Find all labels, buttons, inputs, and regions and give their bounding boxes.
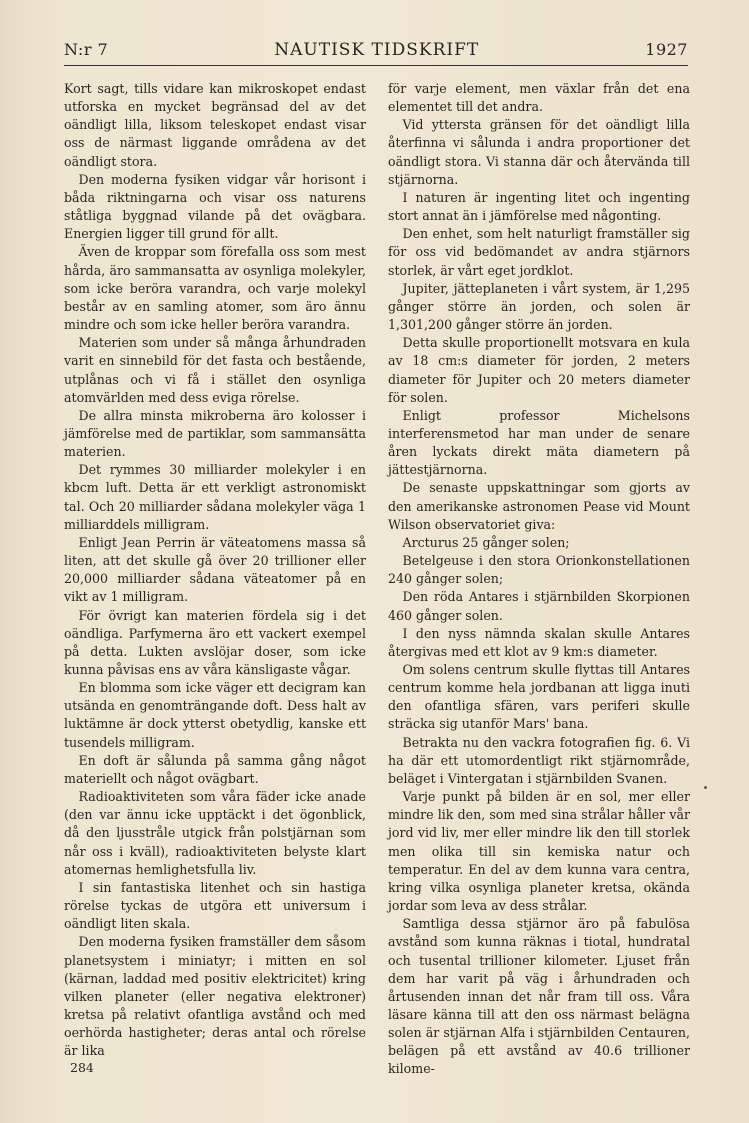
left-paragraph: Enligt Jean Perrin är väteatomens massa så liten, att det skulle gå över 20 trillioner eller 20,000 milliarder sådana väteatomer på en vikt av 1 milligram. [64,534,366,605]
right-paragraph: Om solens centrum skulle flyttas till Antares centrum komme hela jordbanan att ligga inuti den ofantliga sfären, vars periferi skulle sträcka sig utanför Mars' bana. [388,662,690,732]
right-paragraph: Arcturus 25 gånger solen; [402,534,570,550]
issue-number: N:r 7 [64,40,109,59]
right-paragraph: Varje punkt på bilden är en sol, mer eller mindre lik den, som med sina strålar håller vår jord vid liv, mer eller mindre lik den till storlek men olika till sin kemiska natur och temperatur. En del av dem kunna vara centra, kring vilka osynliga planeter kretsa, okända jordar som leva av dess strålar. [388,789,690,914]
left-column [64,80,366,1060]
right-paragraph: Betelgeuse i den stora Orionkonstellationen 240 gånger solen; [388,553,690,587]
right-paragraph: I den nyss nämnda skalan skulle Antares återgivas med ett klot av 9 km:s diameter. [388,625,690,659]
left-paragraph: En blomma som icke väger ett decigram kan utsända en genomträngande doft. Dess halt av luktämne är dock ytterst obetydlig, kanske ett tusendels milligram. [64,680,366,750]
page-number: 284 [70,1060,94,1075]
left-paragraph: En doft är sålunda på samma gång något materiellt och något ovägbart. [64,752,366,786]
right-paragraph: Den röda Antares i stjärnbilden Skorpionen 460 gånger solen. [388,589,690,623]
right-paragraph: Jupiter, jätteplaneten i vårt system, är 1,295 gånger större än jorden, och solen är 1,301,200 gånger större än jorden. [388,280,690,333]
left-paragraph: Den moderna fysiken vidgar vår horisont i båda riktningarna och visar oss naturens ståtliga byggnad vilande på det ovägbara. Energien ligger till grund för allt. [64,171,366,242]
right-paragraph: I naturen är ingenting litet och ingenting stort annat än i jämförelse med någonting. [388,189,690,224]
left-paragraph: Även de kroppar som förefalla oss som mest hårda, äro sammansatta av osynliga molekyler, som icke beröra varandra, och varje molekyl består av en samling atomer, som äro ännu mindre och som icke heller beröra varandra. [64,244,366,333]
header-rule [64,65,688,66]
right-paragraph: Enligt professor Michelsons interferensmetod har man under de senare åren lyckats direkt mäta diametern på jättestjärnorna. [388,407,690,478]
journal-title: NAUTISK TIDSKRIFT [274,40,480,60]
right-paragraph: Den enhet, som helt naturligt framställer sig för oss vid bedömandet av andra stjärnors storlek, är vårt eget jordklot. [388,226,690,278]
left-paragraph: Det rymmes 30 milliarder molekyler i en kbcm luft. Detta är ett verkligt astronomiskt tal. Och 20 milliarder sådana molekyler väga 1 milliarddels milligram. [64,462,366,532]
right-paragraph: för varje element, men växlar från det ena elementet till det andra. [388,81,690,115]
right-paragraph: De senaste uppskattningar som gjorts av den amerikanske astronomen Pease vid Mount Wilson observatoriet giva: [388,480,690,532]
left-paragraph: Materien som under så många århundraden varit en sinnebild för det fasta och bestående, utplånas och vi få i stället den osynliga atomvärlden med dess eviga rörelse. [64,335,366,405]
year: 1927 [645,40,688,59]
right-paragraph: Samtliga dessa stjärnor äro på fabulösa avstånd som kunna räknas i tiotal, hundratal och tusental trillioner kilometer. Ljuset från dem har varit på väg i århundraden och årtusenden innan det når fram till oss. Våra läsare känna till att den oss närmast belägna solen är stjärnan Alfa i stjärnbilden Centauren, belägen på ett avstånd av 40.6 trillioner kilome- [388,916,690,1077]
right-paragraph: Vid yttersta gränsen för det oändligt lilla återfinna vi sålunda i andra proportioner det oändligt stora. Vi stanna där och återvända till stjärnorna. [388,117,690,187]
left-paragraph: Kort sagt, tills vidare kan mikroskopet endast utforska en mycket begränsad del av det oändligt lilla, liksom teleskopet endast visar oss de närmast liggande områdena av det oändligt stora. [64,81,366,169]
print-speck [704,786,707,789]
left-paragraph: För övrigt kan materien fördela sig i det oändliga. Parfymerna äro ett vackert exempel på detta. Lukten avslöjar doser, som icke kunna påvisas ens av våra känsligaste vågar. [64,607,366,677]
right-paragraph: Detta skulle proportionellt motsvara en kula av 18 cm:s diameter för jorden, 2 meters diameter för Jupiter och 20 meters diameter för solen. [388,335,690,405]
right-column [388,80,690,1079]
left-paragraph: I sin fantastiska litenhet och sin hastiga rörelse tyckas de utgöra ett universum i oändligt liten skala. [64,879,366,932]
left-paragraph: De allra minsta mikroberna äro kolosser i jämförelse med de partiklar, som sammansätta materien. [64,407,366,460]
left-paragraph: Den moderna fysiken framställer dem såsom planetsystem i miniatyr; i mitten en sol (kärnan, laddad med positiv elektricitet) kring vilken planeter (eller negativa elektroner) kretsa på relativt ofantliga avstånd och med oerhörda hastigheter; deras antal och rörelse är lika [64,934,366,1059]
running-header [64,40,688,68]
left-paragraph: Radioaktiviteten som våra fäder icke anade (den var ännu icke upptäckt i det ögonblick, då den ljusstråle utgick från polstjärnan som når oss i kväll), radioaktiviteten belyste klart atomernas hemlighetsfulla liv. [64,789,366,877]
right-paragraph: Betrakta nu den vackra fotografien fig. 6. Vi ha där ett utomordentligt rikt stjärnområde, beläget i Vintergatan i stjärnbilden Svanen. [388,734,690,786]
